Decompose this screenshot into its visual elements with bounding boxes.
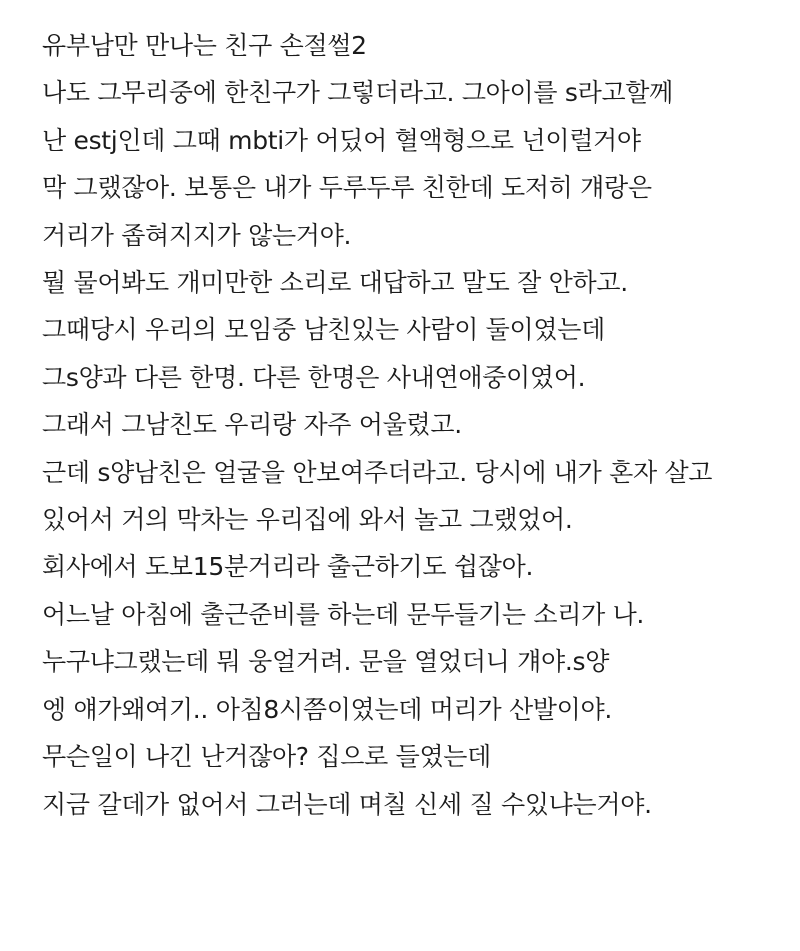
text-line: 엥 얘가왜여기.. 아침8시쯤이였는데 머리가 산발이야. [42, 694, 612, 724]
text-line: 그때당시 우리의 모임중 남친있는 사람이 둘이였는데 [42, 315, 605, 345]
text-line: 누구냐그랬는데 뭐 웅얼거려. 문을 열었더니 걔야.s양 [42, 647, 610, 677]
text-line: 거리가 좁혀지지가 않는거야. [42, 220, 352, 250]
text-line: 나도 그무리중에 한친구가 그렇더라고. 그아이를 s라고할께 [42, 78, 674, 108]
text-line: 근데 s양남친은 얼굴을 안보여주더라고. 당시에 내가 혼자 살고 [42, 457, 713, 487]
text-line: 있어서 거의 막차는 우리집에 와서 놀고 그랬었어. [42, 505, 573, 535]
text-line: 뭘 물어봐도 개미만한 소리로 대답하고 말도 잘 안하고. [42, 268, 628, 298]
text-line: 그s양과 다른 한명. 다른 한명은 사내연애중이였어. [42, 362, 586, 392]
document-body [42, 22, 782, 828]
text-line: 무슨일이 나긴 난거잖아? 집으로 들였는데 [42, 742, 492, 772]
text-line: 난 estj인데 그때 mbti가 어딨어 혈액형으로 넌이럴거야 [42, 125, 641, 155]
post-title: 유부남만 만나는 친구 손절썰2 [42, 31, 367, 60]
text-line: 그래서 그남친도 우리랑 자주 어울렸고. [42, 410, 462, 440]
text-line: 지금 갈데가 없어서 그러는데 며칠 신세 질 수있냐는거야. [42, 789, 652, 819]
text-line: 막 그랬잖아. 보통은 내가 두루두루 친한데 도저히 걔랑은 [42, 173, 652, 203]
text-line: 어느날 아침에 출근준비를 하는데 문두들기는 소리가 나. [42, 599, 645, 629]
text-line: 회사에서 도보15분거리라 출근하기도 쉽잖아. [42, 552, 534, 582]
